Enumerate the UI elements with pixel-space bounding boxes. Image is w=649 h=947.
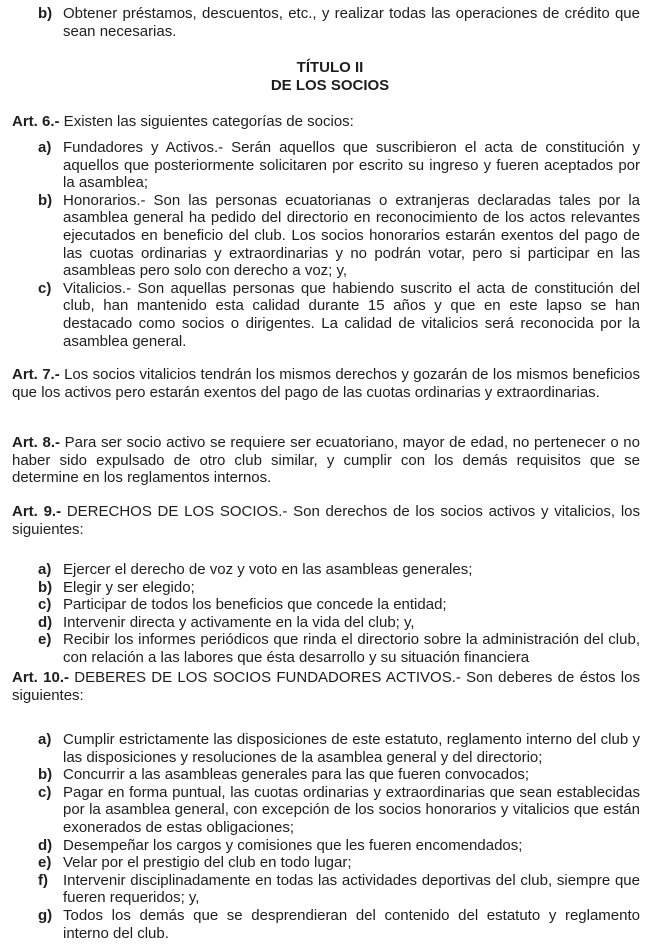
article-text: Los socios vitalicios tendrán los mismos derechos y gozarán de los mismos beneficios que los activos pero estarán exentos del pago de las cuotas ordinarias y extraordinarias. xyxy=(12,366,640,401)
title-line-2: DE LOS SOCIOS xyxy=(270,76,390,94)
article-text: DEBERES DE LOS SOCIOS FUNDADORES ACTIVOS.- Son deberes de éstos los siguientes: xyxy=(12,669,640,704)
list-item xyxy=(38,907,640,942)
article-label: Art. 6.- xyxy=(12,113,60,130)
article-9 xyxy=(12,503,640,538)
article-9-list xyxy=(38,561,640,667)
list-item xyxy=(38,854,640,872)
list-item xyxy=(38,766,640,784)
list-item xyxy=(38,5,640,40)
list-text: Desempeñar los cargos y comisiones que les fueren encomendados; xyxy=(63,836,523,854)
article-6-list xyxy=(38,139,640,350)
list-item xyxy=(38,280,640,350)
list-text: Recibir los informes periódicos que rinda el directorio sobre la administración del club, con relación a las labores que ésta desarrollo y su situación financiera xyxy=(63,631,640,666)
list-marker: a) xyxy=(38,561,52,578)
list-item xyxy=(38,784,640,837)
list-text: Velar por el prestigio del club en todo lugar; xyxy=(63,854,352,872)
list-marker: f) xyxy=(38,871,48,889)
list-item xyxy=(38,139,640,192)
article-label: Art. 8.- xyxy=(12,434,60,451)
list-text: Concurrir a las asambleas generales para las que fueren convocados; xyxy=(63,766,530,784)
list-text: Participar de todos los beneficios que concede la entidad; xyxy=(63,596,447,614)
list-text: Vitalicios.- Son aquellas personas que habiendo suscrito el acta de constitución del club, han mantenido esta calidad durante 15 años y que en este lapso se han destacado como socios o dirigentes. La calidad de vitalicios será reconocida por la asamblea general. xyxy=(63,279,640,350)
title-line-1: TÍTULO II xyxy=(296,59,364,76)
list-text: Ejercer el derecho de voz y voto en las asambleas generales; xyxy=(63,561,473,578)
list-marker: d) xyxy=(38,613,53,631)
article-10-list xyxy=(38,731,640,942)
list-marker: b) xyxy=(38,578,53,596)
list-text: Pagar en forma puntual, las cuotas ordinarias y extraordinarias que sean establecidas por la asamblea general, con excepción de los socios honorarios y vitalicios que están exonerados de estas obligaciones; xyxy=(63,783,640,836)
list-marker: g) xyxy=(38,906,53,924)
list-item xyxy=(38,872,640,907)
article-10 xyxy=(12,669,640,704)
list-text: Honorarios.- Son las personas ecuatorianas o extranjeras declaradas tales por la asamblea general ha pedido del directorio en reconocimiento de los actos relevantes ejecutados en beneficio del club. Los socios honorarios estarán exentos del pago de las cuotas ordinarias y extraordinarias y no podrán votar, pero si participar en las asambleas pero solo con derecho a voz; y, xyxy=(63,191,640,280)
list-item xyxy=(38,561,640,579)
list-marker: b) xyxy=(38,191,53,209)
list-marker: e) xyxy=(38,854,52,872)
list-marker: c) xyxy=(38,596,52,614)
list-marker: c) xyxy=(38,279,52,297)
article-6 xyxy=(12,113,640,131)
section-title xyxy=(0,59,649,94)
list-marker: a) xyxy=(38,139,52,156)
list-text: Elegir y ser elegido; xyxy=(63,578,195,596)
list-marker: a) xyxy=(38,731,52,748)
list-item xyxy=(38,614,640,632)
list-marker: b) xyxy=(38,5,53,22)
article-text: Existen las siguientes categorías de socios: xyxy=(59,113,354,130)
previous-list xyxy=(38,5,640,40)
list-item xyxy=(38,192,640,280)
article-text: Para ser socio activo se requiere ser ecuatoriano, mayor de edad, no pertenecer o no haber sido expulsado de otro club similar, y cumplir con los demás requisitos que se determine en los reglamentos internos. xyxy=(12,434,640,487)
article-7 xyxy=(12,366,640,401)
list-item xyxy=(38,631,640,666)
list-item xyxy=(38,837,640,855)
list-marker: c) xyxy=(38,783,52,801)
list-text: Intervenir disciplinadamente en todas las actividades deportivas del club, siempre que fueren requeridos; y, xyxy=(63,871,640,907)
list-text: Cumplir estrictamente las disposiciones de este estatuto, reglamento interno del club y las disposiciones y resoluciones de la asamblea general y del directorio; xyxy=(63,731,640,766)
list-item xyxy=(38,731,640,766)
list-text: Intervenir directa y activamente en la vida del club; y, xyxy=(63,613,415,631)
list-text: Todos los demás que se desprendieran del contenido del estatuto y reglamento interno del club. xyxy=(63,906,640,942)
article-label: Art. 10.- xyxy=(12,669,69,686)
list-marker: b) xyxy=(38,766,53,784)
list-item xyxy=(38,596,640,614)
article-text: DERECHOS DE LOS SOCIOS.- Son derechos de los socios activos y vitalicios, los siguientes: xyxy=(12,503,640,538)
article-label: Art. 9.- xyxy=(12,503,62,520)
list-marker: e) xyxy=(38,631,52,649)
list-text: Obtener préstamos, descuentos, etc., y realizar todas las operaciones de crédito que sean necesarias. xyxy=(63,5,640,40)
list-text: Fundadores y Activos.- Serán aquellos que suscribieron el acta de constitución y aquellos que posteriormente solicitaren por escrito su ingreso y fueren aceptados por la asamblea; xyxy=(63,139,640,192)
list-marker: d) xyxy=(38,836,53,854)
list-item xyxy=(38,579,640,597)
article-label: Art. 7.- xyxy=(12,366,60,383)
article-8 xyxy=(12,434,640,487)
